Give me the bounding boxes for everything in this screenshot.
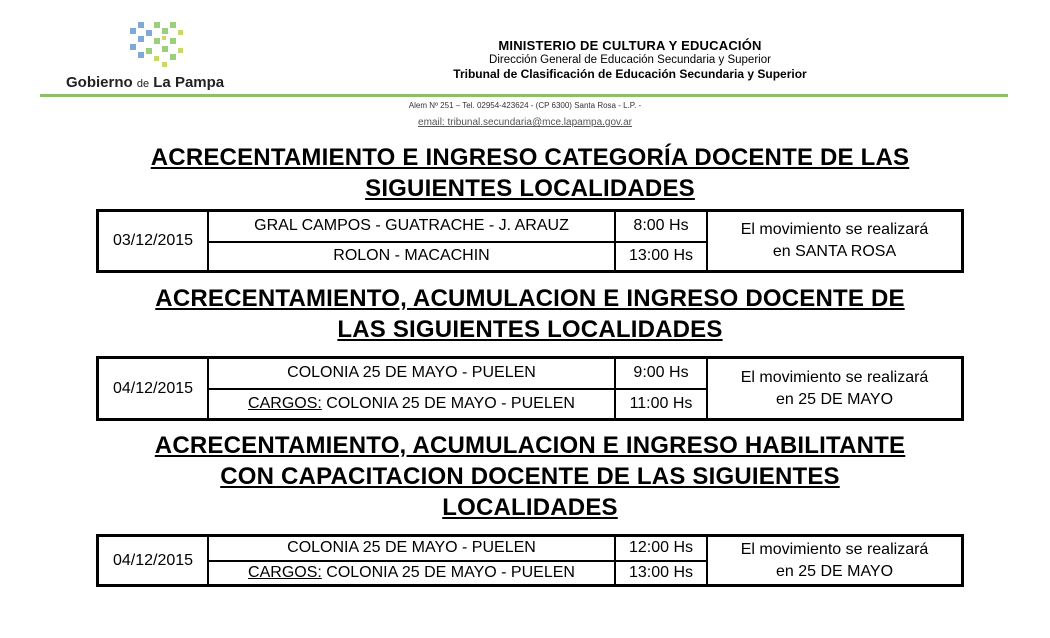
table-row xyxy=(98,536,963,561)
note-line: en 25 DE MAYO xyxy=(775,390,894,408)
schedule-table-1 xyxy=(96,209,964,273)
location-cell xyxy=(208,242,615,272)
schedule-table-2 xyxy=(96,356,964,421)
location-text: ROLON - MACACHIN xyxy=(333,247,490,265)
government-logo xyxy=(66,20,256,95)
cargos-prefix: CARGOS: xyxy=(248,563,322,581)
section-heading-3 xyxy=(60,430,1000,523)
location-cell xyxy=(208,561,615,586)
location-cell xyxy=(208,358,615,389)
heading-line: SIGUIENTES LOCALIDADES xyxy=(365,175,695,202)
note-line: El movimiento se realizará xyxy=(740,221,929,238)
note-cell xyxy=(707,536,963,586)
heading-line: LAS SIGUIENTES LOCALIDADES xyxy=(337,316,723,343)
time-cell: 8:00 Hs xyxy=(615,211,707,242)
section-heading-2 xyxy=(60,283,1000,345)
logo-word-la-pampa: La Pampa xyxy=(153,74,225,91)
note-line: en SANTA ROSA xyxy=(772,243,897,260)
location-cell xyxy=(208,389,615,420)
table-row xyxy=(98,211,963,242)
date-cell: 04/12/2015 xyxy=(98,536,209,586)
time-cell: 9:00 Hs xyxy=(615,358,707,389)
logo-word-gobierno: Gobierno xyxy=(66,74,133,91)
direction-name: Dirección General de Educación Secundaria y Superior xyxy=(489,54,771,66)
logo-text xyxy=(66,74,256,91)
table-row xyxy=(98,358,963,389)
note-line: El movimiento se realizará xyxy=(740,368,929,386)
logo-word-de: de xyxy=(136,78,150,90)
note-line: El movimiento se realizará xyxy=(740,540,929,558)
organization-header xyxy=(420,38,840,81)
heading-line: ACRECENTAMIENTO, ACUMULACION E INGRESO DOCENTE DE xyxy=(155,285,905,312)
time-cell: 11:00 Hs xyxy=(615,389,707,420)
cargos-prefix: CARGOS: xyxy=(248,394,322,412)
note-cell xyxy=(707,358,963,420)
email-link[interactable]: email: tribunal.secundaria@mce.lapampa.gov.ar xyxy=(418,117,632,128)
location-text: COLONIA 25 DE MAYO - PUELEN xyxy=(287,539,536,557)
note-cell xyxy=(707,211,963,272)
date-cell: 04/12/2015 xyxy=(98,358,209,420)
location-text: GRAL CAMPOS - GUATRACHE - J. ARAUZ xyxy=(254,217,569,235)
location-text: COLONIA 25 DE MAYO - PUELEN xyxy=(326,563,575,581)
address-line: Alem Nº 251 – Tel. 02954-423624 - (CP 6300) Santa Rosa - L.P. - xyxy=(408,101,642,110)
heading-line: CON CAPACITACION DOCENTE DE LAS SIGUIENTES xyxy=(220,463,840,490)
time-cell: 13:00 Hs xyxy=(615,561,707,586)
schedule-table-3 xyxy=(96,534,964,587)
location-text: COLONIA 25 DE MAYO - PUELEN xyxy=(326,394,575,412)
time-cell: 13:00 Hs xyxy=(615,242,707,272)
date-cell: 03/12/2015 xyxy=(98,211,209,272)
header-divider xyxy=(40,94,1008,97)
time-cell: 12:00 Hs xyxy=(615,536,707,561)
heading-line: ACRECENTAMIENTO, ACUMULACION E INGRESO HABILITANTE xyxy=(154,432,906,459)
ministry-name: MINISTERIO DE CULTURA Y EDUCACIÓN xyxy=(498,38,762,53)
location-text: COLONIA 25 DE MAYO - PUELEN xyxy=(287,364,536,382)
pixel-mosaic-logo-icon xyxy=(126,20,186,72)
note-line: en 25 DE MAYO xyxy=(775,562,894,580)
location-cell xyxy=(208,536,615,561)
section-heading-1 xyxy=(60,142,1000,204)
heading-line: ACRECENTAMIENTO E INGRESO CATEGORÍA DOCENTE DE LAS xyxy=(150,144,910,171)
tribunal-name: Tribunal de Clasificación de Educación Secundaria y Superior xyxy=(453,67,807,81)
location-cell xyxy=(208,211,615,242)
heading-line: LOCALIDADES xyxy=(442,494,618,521)
